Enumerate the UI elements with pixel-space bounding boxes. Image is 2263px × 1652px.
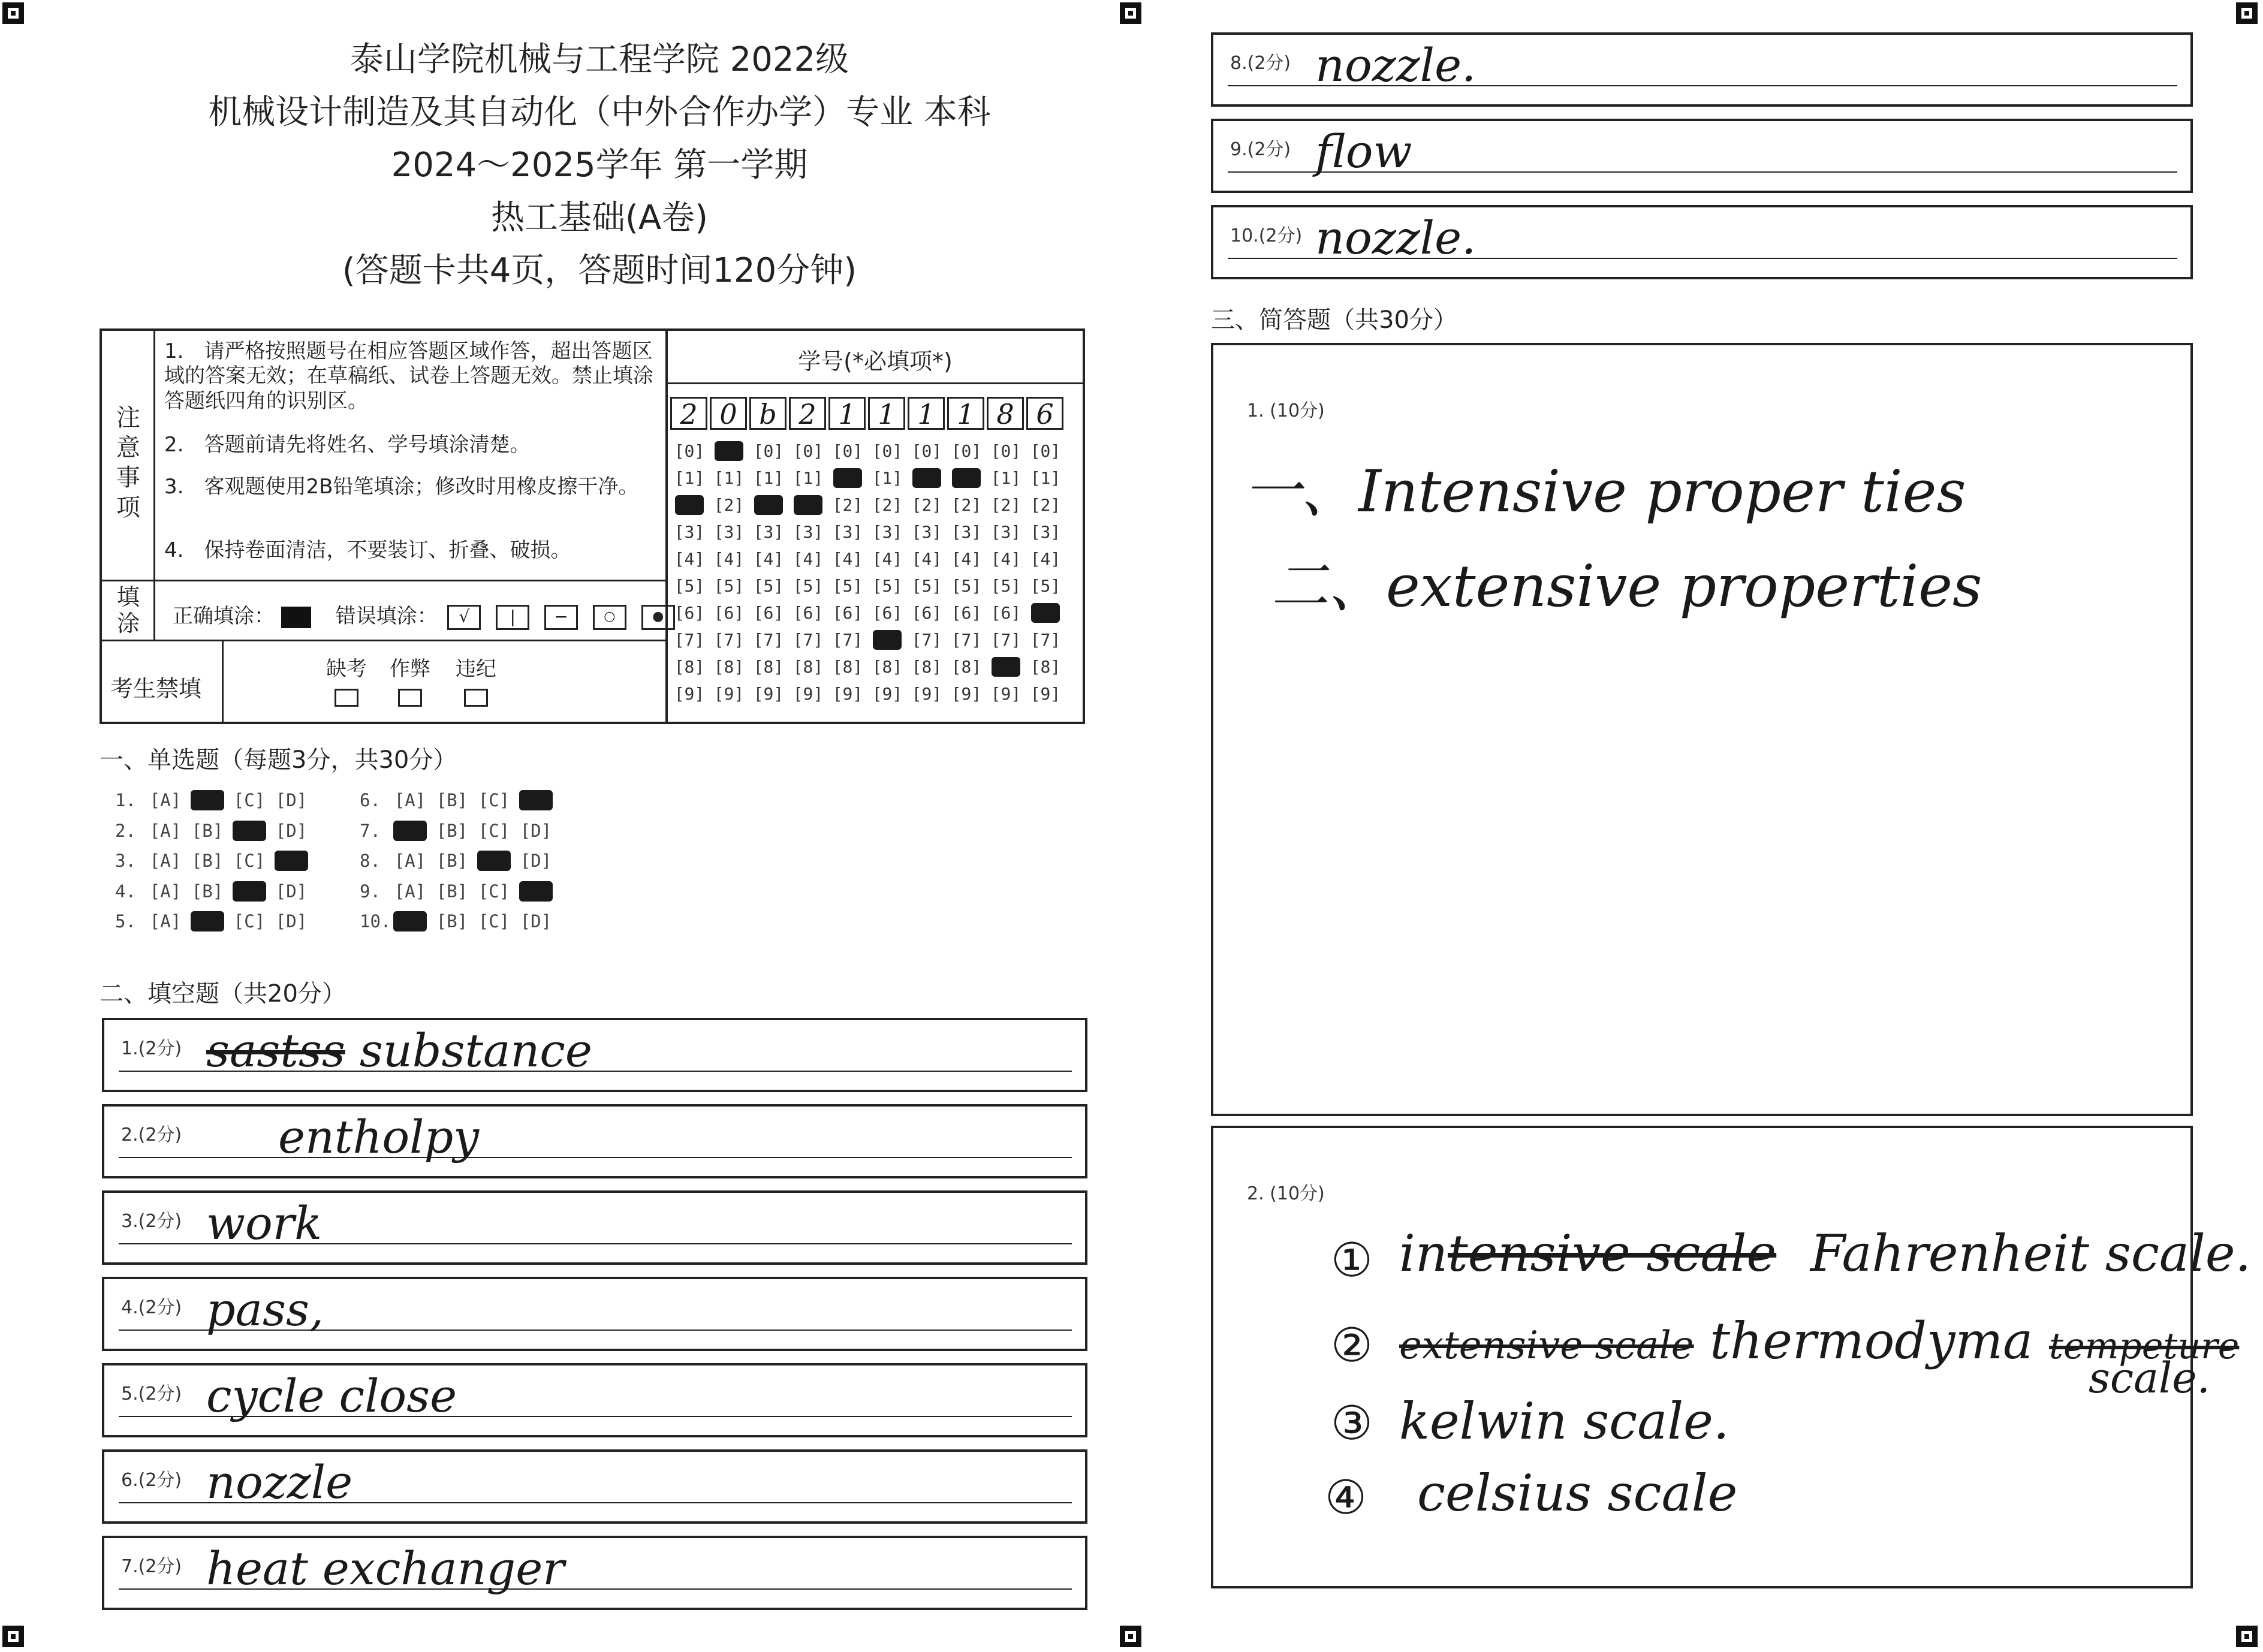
corner-mark-bottom-right xyxy=(2236,1626,2258,1647)
fill-handwritten-answer xyxy=(1315,38,1476,92)
fill-answer-box-9[interactable] xyxy=(1211,119,2193,193)
mc-option-bubble[interactable]: [A] xyxy=(394,851,426,871)
student-id-bubble[interactable]: [3] xyxy=(753,522,784,542)
fill-answer-text: nozzle xyxy=(206,1455,353,1509)
wrong-fill-sample-5: ● xyxy=(641,605,675,630)
mc-option-bubble[interactable]: [C] xyxy=(478,851,510,871)
student-id-column-6 xyxy=(868,438,906,707)
fill-answer-box-6[interactable] xyxy=(102,1449,1087,1524)
student-id-digit-6[interactable]: 1 xyxy=(868,397,905,430)
fill-question-label: 3.(2分) xyxy=(121,1211,182,1232)
student-id-bubble[interactable]: [0] xyxy=(911,441,942,461)
mc-question-number: 9. xyxy=(360,881,381,902)
header-term: 2024～2025学年 第一学期 xyxy=(391,146,808,185)
fill-answer-text: nozzle. xyxy=(1315,38,1476,92)
student-id-digit-3[interactable]: b xyxy=(749,397,787,430)
student-id-column-8 xyxy=(947,438,986,707)
corner-mark-top-center xyxy=(1120,2,1141,24)
mc-option-bubble[interactable]: [C] xyxy=(233,820,266,841)
mc-option-bubble[interactable]: [B] xyxy=(436,820,468,841)
student-id-digit-5[interactable]: 1 xyxy=(828,397,866,430)
mc-option-bubble[interactable]: [C] xyxy=(233,790,266,810)
student-id-bubble[interactable]: [9] xyxy=(911,684,942,704)
notice-side-label: 注意事项 xyxy=(116,404,140,521)
student-id-bubble[interactable]: [8] xyxy=(872,657,903,677)
student-id-bubble[interactable]: [2] xyxy=(754,495,785,515)
student-id-bubble[interactable]: [4] xyxy=(951,549,982,569)
mc-option-bubble[interactable]: [B] xyxy=(191,851,224,871)
fill-question-label: 6.(2分) xyxy=(121,1470,182,1491)
student-id-bubble[interactable]: [9] xyxy=(951,684,982,704)
student-id-bubble[interactable]: [2] xyxy=(990,495,1021,515)
mc-option-bubble[interactable]: [A] xyxy=(149,820,182,841)
fill-answer-box-10[interactable] xyxy=(1211,205,2193,279)
corner-mark-top-right xyxy=(2236,2,2258,24)
student-id-bubble[interactable]: [7] xyxy=(713,630,745,650)
student-id-bubble[interactable]: [6] xyxy=(753,603,784,623)
mc-option-bubble[interactable]: [D] xyxy=(275,790,308,810)
student-id-bubble[interactable]: [5] xyxy=(753,576,784,596)
student-id-bubble[interactable]: [0] xyxy=(872,441,903,461)
student-id-bubble[interactable]: [2] xyxy=(832,495,863,515)
student-id-bubble[interactable]: [3] xyxy=(990,522,1021,542)
student-id-column-3 xyxy=(749,438,788,707)
student-id-bubble[interactable]: [3] xyxy=(713,522,745,542)
student-id-column-4 xyxy=(789,438,827,707)
student-id-digit-9[interactable]: 8 xyxy=(987,397,1024,430)
wrong-fill-sample-4: ○ xyxy=(593,605,626,630)
mc-option-bubble[interactable]: [C] xyxy=(478,790,510,810)
student-id-column-5 xyxy=(828,438,867,707)
student-id-bubble[interactable]: [7] xyxy=(753,630,784,650)
student-id-bubble[interactable]: [6] xyxy=(951,603,982,623)
student-id-bubble[interactable]: [0] xyxy=(674,441,705,461)
student-id-bubble[interactable]: [7] xyxy=(951,630,982,650)
fill-answer-box-8[interactable] xyxy=(1211,32,2193,107)
fill-answer-box-2[interactable] xyxy=(102,1104,1087,1178)
wrong-fill-sample-2: | xyxy=(496,605,529,630)
student-id-bubble[interactable]: [9] xyxy=(753,684,784,704)
mc-option-bubble[interactable]: [B] xyxy=(436,851,468,871)
student-id-bubble[interactable]: [3] xyxy=(872,522,903,542)
q1-label: 1. (10分) xyxy=(1247,400,1325,421)
fill-answer-text: flow xyxy=(1315,125,1412,178)
student-id-bubble[interactable]: [5] xyxy=(911,576,942,596)
student-id-bubble[interactable]: [9] xyxy=(832,684,863,704)
fill-answer-text: entholpy xyxy=(278,1110,480,1163)
fill-answer-box-1[interactable] xyxy=(102,1018,1087,1092)
q2-marker-1: ① xyxy=(1331,1234,1373,1288)
student-id-bubble[interactable]: [3] xyxy=(951,522,982,542)
student-id-bubble[interactable]: [3] xyxy=(1030,522,1061,542)
student-id-bubble[interactable]: [0] xyxy=(753,441,784,461)
student-id-bubble[interactable]: [1] xyxy=(713,468,745,488)
student-id-bubble[interactable]: [9] xyxy=(792,684,824,704)
mc-option-bubble[interactable]: [D] xyxy=(520,881,552,902)
fill-question-label: 7.(2分) xyxy=(121,1556,182,1577)
student-id-bubble[interactable]: [8] xyxy=(792,657,824,677)
student-id-bubble[interactable]: [8] xyxy=(753,657,784,677)
mc-option-bubble[interactable]: [A] xyxy=(394,911,426,931)
student-id-bubble[interactable]: [0] xyxy=(832,441,863,461)
fill-handwritten-answer xyxy=(206,1196,322,1250)
fill-answer-text: work xyxy=(206,1196,323,1250)
student-id-bubble[interactable]: [5] xyxy=(674,576,705,596)
student-id-digit-10[interactable]: 6 xyxy=(1026,397,1063,430)
wrong-fill-sample-1: √ xyxy=(447,605,481,630)
fill-answer-box-3[interactable] xyxy=(102,1190,1087,1265)
mc-question-6 xyxy=(360,790,561,810)
student-id-bubble[interactable]: [3] xyxy=(792,522,824,542)
student-id-bubble[interactable]: [2] xyxy=(872,495,903,515)
student-id-bubble[interactable]: [4] xyxy=(832,549,863,569)
student-id-bubble[interactable]: [4] xyxy=(872,549,903,569)
mc-option-bubble[interactable]: [D] xyxy=(520,851,552,871)
student-id-bubble[interactable]: [2] xyxy=(794,495,824,515)
fill-answer-text: heat exchanger xyxy=(206,1542,565,1595)
student-id-bubble[interactable]: [1] xyxy=(753,468,784,488)
student-id-bubble[interactable]: [4] xyxy=(990,549,1021,569)
mc-question-9 xyxy=(360,881,561,902)
student-id-digit-8[interactable]: 1 xyxy=(947,397,984,430)
student-id-bubble[interactable]: [1] xyxy=(1030,468,1061,488)
student-id-bubble[interactable]: [1] xyxy=(990,468,1021,488)
mc-question-8 xyxy=(360,851,561,871)
student-id-bubble[interactable]: [6] xyxy=(792,603,824,623)
student-id-digit-7[interactable]: 1 xyxy=(908,397,945,430)
student-id-bubble[interactable]: [7] xyxy=(873,630,903,650)
student-id-bubble[interactable]: [4] xyxy=(753,549,784,569)
mc-option-bubble[interactable]: [C] xyxy=(233,851,266,871)
student-id-bubble[interactable]: [5] xyxy=(1030,576,1061,596)
student-id-bubble[interactable]: [7] xyxy=(792,630,824,650)
mc-option-bubble[interactable]: [C] xyxy=(478,911,510,931)
student-id-bubble[interactable]: [4] xyxy=(1030,549,1061,569)
student-id-column-7 xyxy=(908,438,946,707)
mc-question-number: 6. xyxy=(360,790,381,810)
fill-answer-underline xyxy=(119,1157,1072,1158)
student-id-bubble[interactable]: [2] xyxy=(675,495,706,515)
student-id-bubble[interactable]: [5] xyxy=(792,576,824,596)
mc-option-bubble[interactable]: [B] xyxy=(436,911,468,931)
fill-answer-text: cycle close xyxy=(206,1369,457,1422)
student-id-bubble[interactable]: [8] xyxy=(674,657,705,677)
fill-question-label: 10.(2分) xyxy=(1230,225,1303,246)
corner-mark-bottom-center xyxy=(1120,1626,1141,1647)
notice-item-3: 3. 客观题使用2B铅笔填涂；修改时用橡皮擦干净。 xyxy=(164,475,639,499)
fill-struck-text: sastss xyxy=(206,1024,345,1077)
student-id-bubble[interactable]: [0] xyxy=(715,441,745,461)
student-id-bubble[interactable]: [1] xyxy=(952,468,983,488)
mc-option-bubble[interactable]: [A] xyxy=(394,881,426,902)
mc-option-bubble[interactable]: [A] xyxy=(149,851,182,871)
student-id-bubble[interactable]: [8] xyxy=(832,657,863,677)
student-id-column-2 xyxy=(710,438,748,707)
student-id-bubble[interactable]: [9] xyxy=(674,684,705,704)
student-id-bubble[interactable]: [8] xyxy=(992,657,1022,677)
mc-question-1 xyxy=(115,790,317,810)
forbidden-cheating-box[interactable] xyxy=(398,689,422,707)
corner-mark-bottom-left xyxy=(2,1626,24,1647)
mc-option-bubble[interactable]: [C] xyxy=(233,911,266,931)
fill-answer-box-5[interactable] xyxy=(102,1363,1087,1437)
mc-option-bubble[interactable]: [D] xyxy=(520,820,552,841)
fill-answer-box-7[interactable] xyxy=(102,1536,1087,1610)
q2-label: 2. (10分) xyxy=(1247,1183,1325,1204)
student-id-column-10 xyxy=(1026,438,1065,707)
mc-option-bubble[interactable]: [B] xyxy=(191,881,224,902)
mc-question-4 xyxy=(115,881,317,902)
fill-handwritten-answer xyxy=(278,1110,479,1163)
q2-marker-4: ④ xyxy=(1325,1471,1367,1525)
student-id-bubble[interactable]: [1] xyxy=(872,468,903,488)
mc-option-bubble[interactable]: [D] xyxy=(275,820,308,841)
student-id-bubble[interactable]: [2] xyxy=(713,495,745,515)
q2-line2: extensive scale thermodyma tempeture xyxy=(1399,1312,2240,1370)
mc-question-number: 10. xyxy=(360,911,391,931)
student-id-bubble[interactable]: [5] xyxy=(713,576,745,596)
header-school: 泰山学院机械与工程学院 2022级 xyxy=(349,40,849,79)
student-id-bubble[interactable]: [2] xyxy=(1030,495,1061,515)
student-id-bubble[interactable]: [6] xyxy=(713,603,745,623)
notice-item-4: 4. 保持卷面清洁，不要装订、折叠、破损。 xyxy=(164,538,571,562)
mc-option-bubble[interactable]: [C] xyxy=(478,820,510,841)
student-id-bubble[interactable]: [8] xyxy=(1030,657,1061,677)
mc-question-5 xyxy=(115,911,317,931)
section1-title: 一、单选题（每题3分，共30分） xyxy=(100,746,457,774)
student-id-bubble[interactable]: [4] xyxy=(674,549,705,569)
q1-answer-line1: 一、Intensive proper ties xyxy=(1243,458,1966,525)
student-id-bubble[interactable]: [6] xyxy=(674,603,705,623)
q2-line4: celsius scale xyxy=(1417,1464,1738,1523)
section3-title: 三、简答题（共30分） xyxy=(1211,306,1457,334)
student-id-bubble[interactable]: [1] xyxy=(833,468,864,488)
mc-option-bubble[interactable]: [D] xyxy=(520,911,552,931)
student-id-bubble[interactable]: [3] xyxy=(674,522,705,542)
mc-option-bubble[interactable]: [C] xyxy=(478,881,510,902)
student-id-bubble[interactable]: [5] xyxy=(990,576,1021,596)
fill-handwritten-answer xyxy=(1315,211,1476,264)
mc-option-bubble[interactable]: [A] xyxy=(149,881,182,902)
mc-option-bubble[interactable]: [A] xyxy=(149,790,182,810)
correct-fill-sample xyxy=(281,607,311,628)
student-id-bubble[interactable]: [2] xyxy=(951,495,982,515)
student-id-bubble[interactable]: [7] xyxy=(832,630,863,650)
student-id-bubble[interactable]: [2] xyxy=(911,495,942,515)
student-id-bubble[interactable]: [9] xyxy=(713,684,745,704)
fill-handwritten-answer xyxy=(206,1024,592,1077)
student-id-bubble[interactable]: [7] xyxy=(674,630,705,650)
mc-question-number: 5. xyxy=(115,911,136,931)
student-id-bubble[interactable]: [7] xyxy=(1030,630,1061,650)
student-id-bubble[interactable]: [4] xyxy=(911,549,942,569)
student-id-bubble[interactable]: [3] xyxy=(832,522,863,542)
mc-question-10 xyxy=(360,911,561,931)
fill-question-label: 2.(2分) xyxy=(121,1125,182,1145)
student-id-bubble[interactable]: [8] xyxy=(713,657,745,677)
student-id-bubble[interactable]: [1] xyxy=(674,468,705,488)
header-duration: (答题卡共4页，答题时间120分钟) xyxy=(342,251,857,290)
mc-question-3 xyxy=(115,851,317,871)
student-id-bubble[interactable]: [8] xyxy=(951,657,982,677)
mc-option-bubble[interactable]: [B] xyxy=(191,790,224,810)
mc-option-bubble[interactable]: [D] xyxy=(275,881,308,902)
fill-question-label: 4.(2分) xyxy=(121,1297,182,1318)
student-id-bubble[interactable]: [6] xyxy=(911,603,942,623)
forbidden-cheating[interactable]: 作弊 xyxy=(386,652,434,707)
student-id-bubble[interactable]: [4] xyxy=(792,549,824,569)
student-id-bubble[interactable]: [7] xyxy=(990,630,1021,650)
student-id-column-9 xyxy=(987,438,1025,707)
student-id-bubble[interactable]: [9] xyxy=(1030,684,1061,704)
mc-option-bubble[interactable]: [B] xyxy=(436,881,468,902)
student-id-bubble[interactable]: [6] xyxy=(1031,603,1062,623)
mc-question-number: 1. xyxy=(115,790,136,810)
mc-question-number: 8. xyxy=(360,851,381,871)
header-course: 热工基础(A卷) xyxy=(490,198,708,237)
mc-option-bubble[interactable]: [B] xyxy=(191,911,224,931)
mc-question-number: 3. xyxy=(115,851,136,871)
mc-question-number: 4. xyxy=(115,881,136,902)
fill-handwritten-answer xyxy=(206,1369,457,1422)
student-id-bubble[interactable]: [0] xyxy=(1030,441,1061,461)
forbidden-violation[interactable]: 违纪 xyxy=(452,652,500,707)
student-id-bubble[interactable]: [5] xyxy=(951,576,982,596)
fill-answer-text: pass, xyxy=(206,1283,324,1336)
student-id-bubble[interactable]: [6] xyxy=(990,603,1021,623)
mc-option-bubble[interactable]: [D] xyxy=(275,911,308,931)
student-id-bubble[interactable]: [8] xyxy=(911,657,942,677)
q2-line2-tail: scale. xyxy=(2089,1353,2210,1403)
fill-question-label: 9.(2分) xyxy=(1230,139,1291,160)
forbidden-label: 考生禁填 xyxy=(110,676,202,702)
student-id-title: 学号(*必填项*) xyxy=(798,348,953,375)
notice-item-1: 1. 请严格按照题号在相应答题区域作答，超出答题区域的答案无效；在草稿纸、试卷上答题无效。禁止填涂答题纸四角的识别区。 xyxy=(164,339,653,413)
mc-question-number: 2. xyxy=(115,820,136,841)
fill-side-label: 填涂 xyxy=(116,584,140,637)
fill-answer-box-4[interactable] xyxy=(102,1277,1087,1351)
forbidden-violation-box[interactable] xyxy=(464,689,488,707)
student-id-bubble[interactable]: [5] xyxy=(872,576,903,596)
fill-question-label: 5.(2分) xyxy=(121,1383,182,1404)
mc-question-number: 7. xyxy=(360,820,381,841)
fill-question-label: 1.(2分) xyxy=(121,1038,182,1059)
forbidden-absent-box[interactable] xyxy=(335,689,358,707)
q2-marker-2: ② xyxy=(1331,1319,1373,1373)
student-id-bubble[interactable]: [0] xyxy=(792,441,824,461)
student-id-bubble[interactable]: [0] xyxy=(990,441,1021,461)
corner-mark-top-left xyxy=(2,2,24,24)
mc-question-2 xyxy=(115,821,317,841)
forbidden-absent[interactable]: 缺考 xyxy=(323,652,370,707)
fill-handwritten-answer xyxy=(206,1455,352,1509)
fill-handwritten-answer xyxy=(206,1542,565,1595)
short-answer-q2-box xyxy=(1211,1126,2252,1588)
student-id-digit-4[interactable]: 2 xyxy=(789,397,826,430)
mc-option-bubble[interactable]: [A] xyxy=(394,820,426,841)
student-id-bubble[interactable]: [9] xyxy=(990,684,1021,704)
student-id-digit-1[interactable]: 2 xyxy=(670,397,707,430)
student-id-bubble[interactable]: [9] xyxy=(872,684,903,704)
short-answer-q1-box xyxy=(1211,343,2193,1116)
student-id-bubble[interactable]: [4] xyxy=(713,549,745,569)
mc-option-bubble[interactable]: [D] xyxy=(275,851,308,871)
mc-option-bubble[interactable]: [B] xyxy=(436,790,468,810)
mc-option-bubble[interactable]: [A] xyxy=(149,911,182,931)
student-id-bubble[interactable]: [7] xyxy=(911,630,942,650)
student-id-bubble[interactable]: [6] xyxy=(872,603,903,623)
q2-line1: intensive scale Fahrenheit scale. xyxy=(1399,1224,2252,1283)
fill-question-label: 8.(2分) xyxy=(1230,53,1291,74)
header-major: 机械设计制造及其自动化（中外合作办学）专业 本科 xyxy=(208,93,991,132)
mc-option-bubble[interactable]: [D] xyxy=(520,790,552,810)
q2-line3: kelwin scale. xyxy=(1399,1392,1729,1451)
wrong-fill-label: 错误填涂： xyxy=(335,604,438,628)
correct-fill-label: 正确填涂： 错误填涂： √ | − ○ ● xyxy=(173,599,675,630)
section2-title: 二、填空题（共20分） xyxy=(100,980,346,1008)
fill-handwritten-answer xyxy=(1315,125,1412,178)
q2-marker-3: ③ xyxy=(1331,1397,1373,1451)
student-id-bubble[interactable]: [3] xyxy=(911,522,942,542)
mc-option-bubble[interactable]: [C] xyxy=(233,881,266,902)
wrong-fill-sample-3: − xyxy=(544,605,578,630)
student-id-column-1 xyxy=(670,438,709,707)
mc-option-bubble[interactable]: [A] xyxy=(394,790,426,810)
fill-answer-text: substance xyxy=(359,1024,592,1077)
mc-question-7 xyxy=(360,821,561,841)
student-id-bubble[interactable]: [0] xyxy=(951,441,982,461)
student-id-digit-2[interactable]: 0 xyxy=(710,397,747,430)
student-id-bubble[interactable]: [1] xyxy=(792,468,824,488)
notice-item-2: 2. 答题前请先将姓名、学号填涂清楚。 xyxy=(164,433,531,457)
q1-answer-line2: 二、extensive properties xyxy=(1271,553,1982,620)
student-id-bubble[interactable]: [5] xyxy=(832,576,863,596)
fill-handwritten-answer xyxy=(206,1283,324,1336)
mc-option-bubble[interactable]: [B] xyxy=(191,820,224,841)
fill-answer-text: nozzle. xyxy=(1315,211,1476,264)
student-id-bubble[interactable]: [1] xyxy=(912,468,943,488)
student-id-bubble[interactable]: [6] xyxy=(832,603,863,623)
